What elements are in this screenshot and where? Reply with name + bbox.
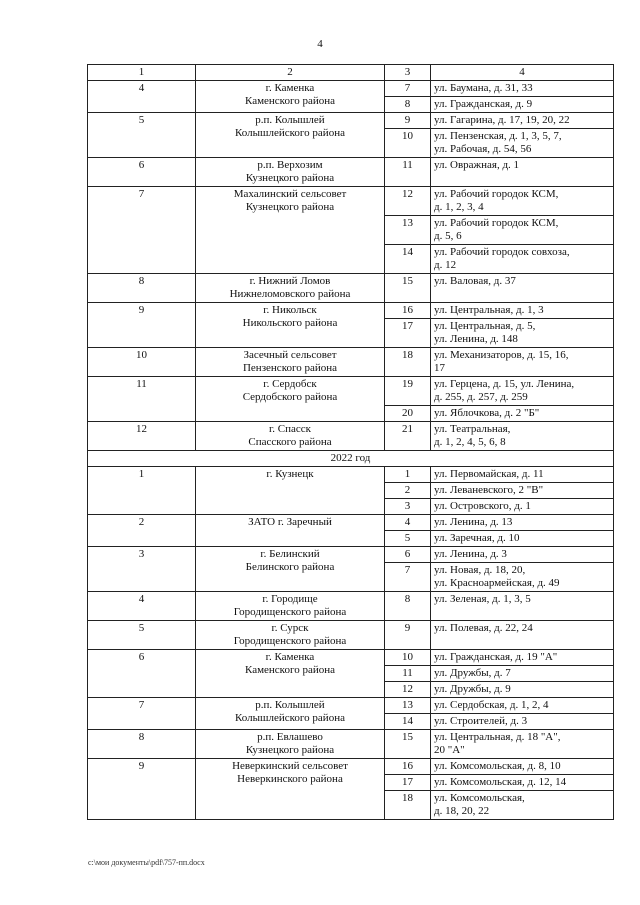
item-number: 14 (385, 714, 431, 730)
address: ул. Овражная, д. 1 (431, 158, 614, 187)
item-number: 7 (385, 81, 431, 97)
address: ул. Комсомольская, д. 12, 14 (431, 775, 614, 791)
address: ул. Баумана, д. 31, 33 (431, 81, 614, 97)
row-number: 4 (88, 592, 196, 621)
address: ул. Первомайская, д. 11 (431, 467, 614, 483)
item-number: 9 (385, 113, 431, 129)
item-number: 5 (385, 531, 431, 547)
settlement-name: г. Сурск Городищенского района (196, 621, 385, 650)
row-number: 10 (88, 348, 196, 377)
table-row (88, 113, 614, 129)
item-number: 6 (385, 547, 431, 563)
item-number: 20 (385, 406, 431, 422)
header-col-1: 1 (88, 65, 196, 81)
table-header (88, 65, 614, 81)
item-number: 13 (385, 216, 431, 245)
row-number: 3 (88, 547, 196, 592)
address: ул. Комсомольская, д. 18, 20, 22 (431, 791, 614, 820)
item-number: 10 (385, 129, 431, 158)
item-number: 18 (385, 348, 431, 377)
address: ул. Дружбы, д. 7 (431, 666, 614, 682)
row-number: 5 (88, 621, 196, 650)
address: ул. Строителей, д. 3 (431, 714, 614, 730)
settlement-name: Неверкинский сельсовет Неверкинского района (196, 759, 385, 820)
address: ул. Театральная, д. 1, 2, 4, 5, 6, 8 (431, 422, 614, 451)
item-number: 16 (385, 759, 431, 775)
header-col-4: 4 (431, 65, 614, 81)
address: ул. Зеленая, д. 1, 3, 5 (431, 592, 614, 621)
address: ул. Центральная, д. 5, ул. Ленина, д. 148 (431, 319, 614, 348)
address: ул. Полевая, д. 22, 24 (431, 621, 614, 650)
item-number: 11 (385, 666, 431, 682)
header-row (88, 65, 614, 81)
item-number: 17 (385, 775, 431, 791)
settlement-name: г. Белинский Белинского района (196, 547, 385, 592)
item-number: 1 (385, 467, 431, 483)
row-number: 8 (88, 274, 196, 303)
item-number: 12 (385, 187, 431, 216)
table-row (88, 592, 614, 621)
row-number: 9 (88, 759, 196, 820)
settlement-name: г. Спасск Спасского района (196, 422, 385, 451)
address: ул. Центральная, д. 1, 3 (431, 303, 614, 319)
settlement-name: г. Городище Городищенского района (196, 592, 385, 621)
item-number: 19 (385, 377, 431, 406)
settlement-name: г. Каменка Каменского района (196, 650, 385, 698)
address: ул. Гагарина, д. 17, 19, 20, 22 (431, 113, 614, 129)
row-number: 2 (88, 515, 196, 547)
table-row (88, 187, 614, 216)
table-row (88, 467, 614, 483)
item-number: 11 (385, 158, 431, 187)
address: ул. Комсомольская, д. 8, 10 (431, 759, 614, 775)
row-number: 11 (88, 377, 196, 422)
address: ул. Дружбы, д. 9 (431, 682, 614, 698)
item-number: 3 (385, 499, 431, 515)
item-number: 18 (385, 791, 431, 820)
table-row (88, 759, 614, 775)
item-number: 15 (385, 730, 431, 759)
table-row (88, 422, 614, 451)
item-number: 7 (385, 563, 431, 592)
settlement-name: р.п. Евлашево Кузнецкого района (196, 730, 385, 759)
settlement-name: г. Никольск Никольского района (196, 303, 385, 348)
settlement-name: г. Сердобск Сердобского района (196, 377, 385, 422)
year-row (88, 451, 614, 467)
item-number: 21 (385, 422, 431, 451)
settlement-name: Засечный сельсовет Пензенского района (196, 348, 385, 377)
item-number: 8 (385, 592, 431, 621)
row-number: 12 (88, 422, 196, 451)
settlement-name: г. Кузнецк (196, 467, 385, 515)
table-row (88, 274, 614, 303)
table-row (88, 698, 614, 714)
address: ул. Ленина, д. 13 (431, 515, 614, 531)
header-col-3: 3 (385, 65, 431, 81)
settlement-name: ЗАТО г. Заречный (196, 515, 385, 547)
section-previous-year (88, 81, 614, 451)
address: ул. Механизаторов, д. 15, 16, 17 (431, 348, 614, 377)
item-number: 17 (385, 319, 431, 348)
address: ул. Рабочий городок совхоза, д. 12 (431, 245, 614, 274)
item-number: 16 (385, 303, 431, 319)
table-row (88, 81, 614, 97)
row-number: 7 (88, 187, 196, 274)
settlement-name: г. Каменка Каменского района (196, 81, 385, 113)
address: ул. Сердобская, д. 1, 2, 4 (431, 698, 614, 714)
settlement-name: р.п. Колышлей Колышлейского района (196, 113, 385, 158)
address: ул. Гражданская, д. 19 "А" (431, 650, 614, 666)
settlement-name: г. Нижний Ломов Нижнеломовского района (196, 274, 385, 303)
address: ул. Заречная, д. 10 (431, 531, 614, 547)
address: ул. Пензенская, д. 1, 3, 5, 7, ул. Рабочая, д. 54, 56 (431, 129, 614, 158)
table-row (88, 348, 614, 377)
address: ул. Островского, д. 1 (431, 499, 614, 515)
item-number: 14 (385, 245, 431, 274)
address: ул. Новая, д. 18, 20, ул. Красноармейская, д. 49 (431, 563, 614, 592)
address: ул. Ленина, д. 3 (431, 547, 614, 563)
row-number: 9 (88, 303, 196, 348)
item-number: 4 (385, 515, 431, 531)
section-2022 (88, 467, 614, 820)
row-number: 1 (88, 467, 196, 515)
table-row (88, 377, 614, 406)
item-number: 9 (385, 621, 431, 650)
address: ул. Яблочкова, д. 2 "Б" (431, 406, 614, 422)
row-number: 8 (88, 730, 196, 759)
row-number: 4 (88, 81, 196, 113)
header-col-2: 2 (196, 65, 385, 81)
item-number: 15 (385, 274, 431, 303)
address-table (87, 64, 614, 820)
item-number: 10 (385, 650, 431, 666)
settlement-name: р.п. Колышлей Колышлейского района (196, 698, 385, 730)
address: ул. Герцена, д. 15, ул. Ленина, д. 255, д. 257, д. 259 (431, 377, 614, 406)
table-row (88, 547, 614, 563)
footer-file-path: c:\мои документы\pdf\757-пп.docx (88, 858, 205, 867)
table-row (88, 621, 614, 650)
page-number: 4 (317, 38, 323, 50)
table-row (88, 515, 614, 531)
row-number: 6 (88, 650, 196, 698)
table-row (88, 730, 614, 759)
address: ул. Гражданская, д. 9 (431, 97, 614, 113)
table-row (88, 650, 614, 666)
address: ул. Рабочий городок КСМ, д. 5, 6 (431, 216, 614, 245)
item-number: 8 (385, 97, 431, 113)
settlement-name: Махалинский сельсовет Кузнецкого района (196, 187, 385, 274)
settlement-name: р.п. Верхозим Кузнецкого района (196, 158, 385, 187)
row-number: 5 (88, 113, 196, 158)
row-number: 6 (88, 158, 196, 187)
row-number: 7 (88, 698, 196, 730)
table-row (88, 158, 614, 187)
year-divider (88, 451, 614, 467)
address: ул. Леваневского, 2 "В" (431, 483, 614, 499)
item-number: 13 (385, 698, 431, 714)
item-number: 2 (385, 483, 431, 499)
address: ул. Центральная, д. 18 "А", 20 "А" (431, 730, 614, 759)
table-row (88, 303, 614, 319)
year-label: 2022 год (88, 451, 614, 467)
item-number: 12 (385, 682, 431, 698)
address: ул. Рабочий городок КСМ, д. 1, 2, 3, 4 (431, 187, 614, 216)
address: ул. Валовая, д. 37 (431, 274, 614, 303)
